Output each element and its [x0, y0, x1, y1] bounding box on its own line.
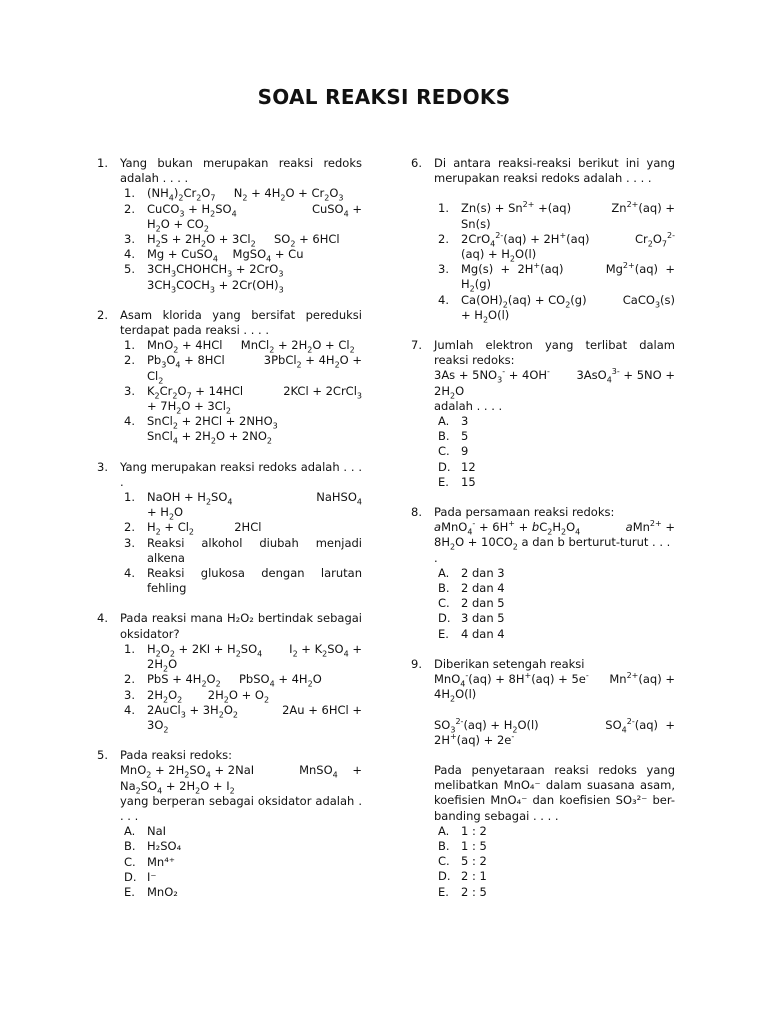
option-c: C. Mn⁴⁺ — [124, 854, 175, 869]
option-c: C. 2 dan 5 — [438, 596, 505, 611]
half-reaction-2: $SO_3^{2-}(aq) + H_2O(l)$ $SO_4^{2-}(aq)$ + — [434, 716, 675, 734]
option-d: D. 12 — [438, 459, 476, 474]
question-6 — [411, 156, 675, 323]
question-text-2: Pada penyetaraan reaksi redoks yang melibatkan MnO₄⁻ dalam suasana asam, koefisien MnO₄⁻ dan koefisien SO₃²⁻ ber-banding sebagai . . . . — [434, 762, 675, 823]
question-number: 1. — [97, 156, 108, 170]
question-9: 9. Diberikan setengah reaksi MnO$_4$-(aq) + 8H+(aq) + 5e- $Mn^{2+}(aq)$ + $4H_2O(l)$ $SO_3^{2-}(aq) + H_2O(l)$ $SO_4^{2-}(aq)$ + 2H+(aq) + 2e- Pada penyetaraan reaksi redoks yang melibatkan MnO₄⁻ dalam suasana asam, koefisien MnO₄⁻ dan koefisien SO₃²⁻ ber-banding sebagai . . . . A. 1 : 2 B. 1 : 5 C. 5 : 2 D. 2 : 1 E. 2 : 5 — [411, 656, 675, 899]
option-3: 3. $2H_2O_2$ $2H_2O + O_2$ — [124, 687, 270, 704]
page-title: SOAL REAKSI REDOKS — [257, 85, 511, 109]
option-4: 4. Reaksi glukosa dengan larutan fehling — [124, 566, 362, 596]
reaction-equation: aMnO$_4$- + $6H^+ + bC_2H_2O_4$ aMn$^{2+}$ + — [434, 519, 675, 537]
question-number: 9. — [411, 656, 422, 671]
question-8: 8. Pada persamaan reaksi redoks: aMnO$_4$- + $6H^+ + bC_2H_2O_4$ aMn$^{2+}$ + $8H_2O + 10CO_2$ a dan b berturut-turut . . . . A. 2 dan 3 B. 2 dan 4 C. 2 dan 5 D. 3 dan 5 E. 4 dan 4 — [411, 505, 675, 641]
option-3: 3. Reaksi alkohol diubah menjadi alkena — [124, 535, 362, 565]
option-b: B. 5 — [438, 429, 469, 444]
option-2: 2. $H_2 + Cl_2$ 2HCl — [124, 520, 262, 537]
left-column — [97, 156, 362, 900]
option-e: E. MnO₂ — [124, 884, 178, 899]
option-1: 1. $H_2O_2 + 2KI + H_2SO_4$ $I_2 + K_2SO_4$ + $2H_2O$ — [124, 641, 362, 674]
option-2: 2. 2CrO$_4^{2-}$(aq) + 2H+(aq) $Cr_2O_7^{2-}$ $(aq) + H_2O(l)$ — [438, 230, 675, 264]
question-7: 7. Jumlah elektron yang terlibat dalam reaksi redoks: $3As + 5NO_3^- + 4OH^-$ 3AsO$_4^{3-}$ + 5NO + $2H_2O$ adalah . . . . A. 3 B. 5 C. 9 D. 12 E. 15 — [411, 338, 675, 489]
option-2: 2. CuCO$_3$ + $H_2SO_4$ CuSO$_4$ + $H_2O + CO_2$ — [124, 201, 362, 234]
option-e: E. 4 dan 4 — [438, 626, 505, 641]
option-1: 1. $Zn(s) + Sn^{2+} +(aq)$ $Zn^{2+}(aq)$ + Sn(s) — [438, 200, 675, 231]
reaction-equation-cont: $Na_2SO_4 + 2H_2O + I_2$ — [120, 778, 235, 795]
option-1: 1. MnO$_2$ + 4HCl MnCl$_2$ + $2H_2O + Cl_2$ — [124, 338, 355, 355]
question-text: Pada persamaan reaksi redoks: — [434, 505, 615, 520]
question-4 — [97, 611, 362, 733]
option-4: 4. Mg + CuSO$_4$ MgSO$_4$ + Cu — [124, 247, 304, 264]
question-text: Pada reaksi redoks: — [120, 748, 232, 763]
question-number: 2. — [97, 307, 108, 322]
option-4: 4. SnCl$_2$ + $2HCl + 2NHO_3$ SnCl$_4$ + $2H_2O + 2NO_2$ — [124, 414, 278, 446]
option-1: 1. NaOH + $H_2SO_4$ NaHSO$_4$ + $H_2O$ — [124, 490, 362, 522]
option-a: A. 3 — [438, 414, 469, 429]
question-text: Pada reaksi mana H₂O₂ bertindak sebagai oksidator? — [120, 611, 362, 641]
option-5: 5. $3CH_3CHOHCH_3 + 2CrO_3$ $3CH_3COCH_3 + 2Cr(OH)_3$ — [124, 262, 284, 294]
option-3: 3. $K_2Cr_2O_7 + 14HCl$ 2KCl + 2CrCl$_3$ + $7H_2O + 3Cl_2$ — [124, 383, 362, 416]
question-text: Di antara reaksi-reaksi berikut ini yang merupakan reaksi redoks adalah . . . . — [434, 156, 675, 186]
question-text-2: adalah . . . . — [434, 398, 503, 413]
option-a: A. 1 : 2 — [438, 823, 487, 838]
question-1 — [97, 156, 362, 293]
question-text: Yang merupakan reaksi redoks adalah . . . . — [120, 459, 362, 489]
question-number: 5. — [97, 748, 108, 763]
question-2 — [97, 308, 362, 445]
reaction-equation: $3As + 5NO_3^- + 4OH^-$ 3AsO$_4^{3-}$ + 5NO + — [434, 367, 675, 385]
question-number: 3. — [97, 459, 108, 474]
question-text: Jumlah elektron yang terlibat dalam reaksi redoks: — [434, 338, 675, 368]
option-c: C. 5 : 2 — [438, 854, 487, 869]
question-number: 8. — [411, 505, 422, 520]
option-3: 3. Mg(s) + 2H+(aq) $Mg^{2+}(aq)$ + $H_2(g)$ — [438, 261, 675, 294]
question-3 — [97, 460, 362, 597]
option-e: E. 15 — [438, 474, 476, 489]
question-number: 6. — [411, 156, 422, 170]
option-b: B. H₂SO₄ — [124, 839, 182, 854]
option-a: A. 2 dan 3 — [438, 565, 505, 580]
option-a: A. NaI — [124, 824, 167, 839]
half-reaction-1: MnO$_4$-(aq) + 8H+(aq) + 5e- $Mn^{2+}(aq)$ + — [434, 671, 675, 689]
question-text: Asam klorida yang bersifat pereduksi terdapat pada reaksi . . . . — [120, 307, 362, 338]
option-c: C. 9 — [438, 444, 469, 459]
option-d: D. I⁻ — [124, 869, 157, 884]
option-d: D. 2 : 1 — [438, 869, 487, 884]
option-b: B. 1 : 5 — [438, 838, 487, 853]
option-1: 1. $(NH_4)_2Cr_2O_7$ $N_2 + 4H_2O + Cr_2O_3$ — [124, 186, 344, 203]
question-text: Yang bukan merupakan reaksi redoks adalah . . . . — [120, 156, 362, 186]
option-4: 4. $Ca(OH)_2(aq) + CO_2(g)$ CaCO$_3$(s) + $H_2O(l)$ — [438, 292, 675, 325]
question-text-2: yang berperan sebagai oksidator adalah . . . . — [120, 793, 362, 823]
option-2: 2. PbS + $4H_2O_2$ PbSO$_4$ + $4H_2O$ — [124, 672, 322, 689]
option-e: E. 2 : 5 — [438, 884, 487, 899]
option-b: B. 2 dan 4 — [438, 581, 505, 596]
question-number: 4. — [97, 611, 108, 626]
question-5 — [97, 748, 362, 900]
right-column — [411, 156, 675, 900]
option-2: 2. $Pb_3O_4 + 8HCl$ 3PbCl$_2$ + $4H_2O$ + $Cl_2$ — [124, 353, 362, 385]
option-3: 3. $H_2S + 2H_2O + 3Cl_2$ $SO_2 + 6HCl$ — [124, 232, 340, 249]
reaction-equation: $MnO_2 + 2H_2SO_4 + 2NaI$ MnSO$_4$ + — [120, 763, 362, 780]
option-d: D. 3 dan 5 — [438, 611, 505, 626]
question-number: 7. — [411, 338, 422, 353]
option-4: 4. 2AuCl$_3$ + $3H_2O_2$ 2Au + 6HCl + $3O_2$ — [124, 702, 362, 735]
question-text: Diberikan setengah reaksi — [434, 656, 585, 671]
